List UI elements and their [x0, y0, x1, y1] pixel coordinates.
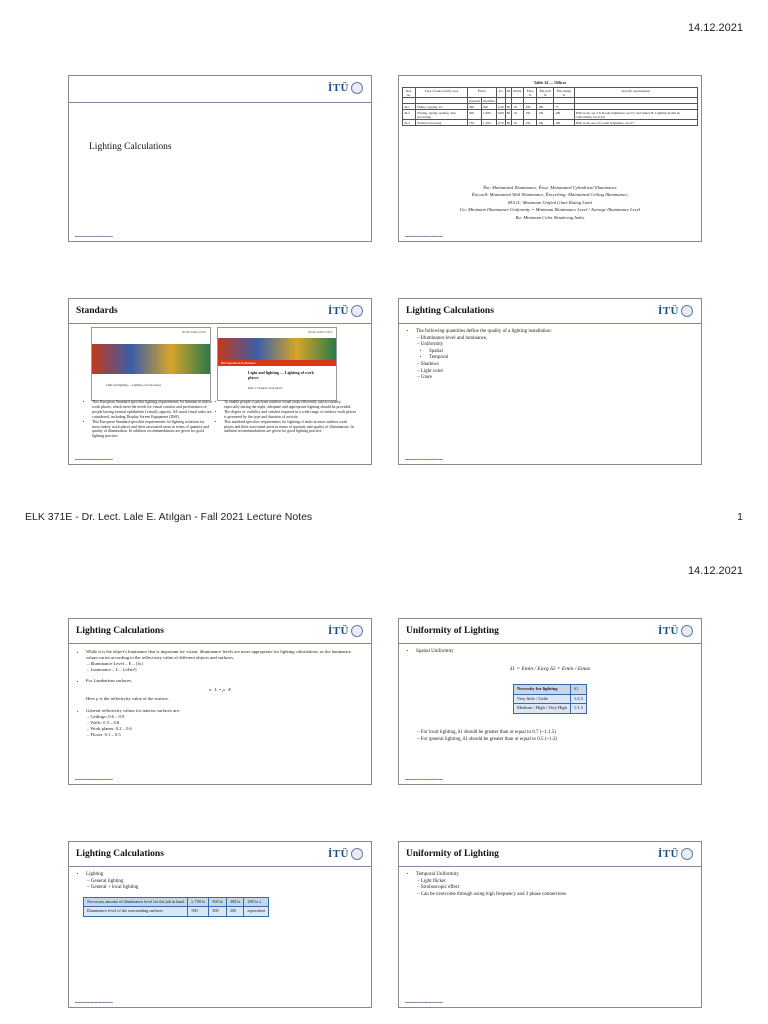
table-row: 34.2 Writing, typing, reading, data processing 500 1 000 0,60 80 19 150 150 100 DSE-work, see 5.9. Room brightness, see 6.7 and Annex B. Lighting should be controllable, see 6.2.6. — [403, 110, 698, 120]
itu-logo: İTÜ — [328, 305, 363, 317]
th-specific: Specific requirements — [574, 88, 697, 98]
itu-logo: İTÜ — [658, 305, 693, 317]
seal-icon — [351, 848, 363, 860]
table-row: Illuminance level of the surrounding surfaces 500 300 200 equivalent — [84, 907, 269, 917]
slide-body: • Temporal Uniformity – Light flicker – Stroboscopic effect – Can be overcome through using high frequency and 3 phase connections — [407, 872, 693, 898]
table-title: Table 34 — Offices — [533, 80, 567, 85]
seal-icon — [351, 305, 363, 317]
slide-1 — [68, 75, 372, 242]
title-rule — [69, 323, 371, 324]
slide-6 — [398, 618, 702, 785]
itu-logo: İTÜ — [658, 625, 693, 637]
page-number: 1 — [737, 511, 743, 523]
slide-footer-mark: ▬▬▬▬▬▬▬▬▬▬ — [405, 457, 443, 461]
slide-body: • Spatial Uniformity δ1 = Emin / Eavg δ2 = Emin / Emax Necessity for lighting δ1 Very little / Little 1:2.5 Medium / High / Very High 1:1.5 – For local lighting, δ1 should be greater than or equal to 0.7 (~1:1.5) – For general lighting, δ1 should be greater than or equal to 0.5 (~1:2) — [407, 649, 693, 743]
slide-body: • While it is the object's luminance that is important for vision, illuminance levels are more appropriate for lighting calculations, as the luminance values varies according to the reflectivity value of different objects and surfaces. – Illuminance Level – E – [lx] – Luminance – L – [cd/m²] • For Lambertian surfaces, π · L = ρ · E Here ρ is the reflectivity value of the surface. • General reflectivity values for interior surfaces are: – Ceilings: 0.6 – 0.9 – Walls: 0.3 – 0.8 – Work planes: 0.2 – 0.6 – Floors: 0.1 – 0.5 — [77, 649, 363, 738]
itu-logo: İTÜ — [328, 848, 363, 860]
th-type: Type of task/activity area — [415, 88, 467, 98]
slide-body: • Lighting – General lighting – General + local lighting Necessary amount of illuminance level for the job in hand ≥ 750 lx 500 lx 300 lx 200 lx ≤ Illuminance level of the surrounding surfaces 500 300 200 equivalent — [77, 872, 363, 917]
slide-footer-mark: ▬▬▬▬▬▬▬▬▬▬ — [405, 777, 443, 781]
title-rule — [399, 323, 701, 324]
slide-title: Lighting Calculations — [89, 142, 172, 152]
table-row: Necessary amount of illuminance level for the job in hand ≥ 750 lx 500 lx 300 lx 200 lx ≤ — [84, 897, 269, 907]
uniformity-formula: δ1 = Emin / Eavg δ2 = Emin / Emax — [509, 665, 591, 672]
slide-title: Uniformity of Lighting — [406, 626, 499, 636]
lambertian-formula: π · L = ρ · E — [208, 687, 232, 692]
slide-footer-mark: ▬▬▬▬▬▬▬▬▬▬ — [75, 234, 113, 238]
standard-cover-1: BS EN 12464-1:2011 Light and lighting — Lighting of work places — [91, 327, 211, 401]
slide-footer-mark: ▬▬▬▬▬▬▬▬▬▬ — [75, 457, 113, 461]
office-table-wrap — [402, 87, 698, 126]
slide-title: Lighting Calculations — [76, 849, 164, 859]
table-row: 34.3 Technical drawing 750 1 500 0,70 80 16 150 150 100 DSE-work, see 5.9. room brightness, see 6.7 — [403, 120, 698, 126]
th-ra: Ra — [505, 88, 512, 98]
slide-footer-mark: ▬▬▬▬▬▬▬▬▬▬ — [405, 1000, 443, 1004]
title-rule — [69, 643, 371, 644]
slide-title: Lighting Calculations — [406, 306, 494, 316]
th-emceil: Ēm,ceiling lx — [554, 88, 574, 98]
slide-title: Uniformity of Lighting — [406, 849, 499, 859]
seal-icon — [681, 625, 693, 637]
th-em: Ēm lx — [468, 88, 497, 98]
itu-logo: İTÜ — [658, 848, 693, 860]
itu-logo: İTÜ — [328, 82, 363, 94]
th-modified: modified — [483, 98, 495, 103]
standard-cover-2: BS EN 12464-2:2014 BSI Standards Publication Light and lighting — Lighting of work places Part 2: Outdoor work places — [217, 327, 337, 401]
left-bullets: • This European Standard specifies lighting requirements for humans in indoor work places, which meet the needs for visual comfort and performance of people having normal ophthalmic (visual) capacity. All usual visual tasks are considered, including Display Screen Equipment (DSE). • This European Standard specifies requirements for lighting solutions for most indoor work places and their associated areas in terms of quantity and quality of illumination. In addition recommendations are given for good lighting practice. — [85, 400, 213, 439]
slide-title: Standards — [76, 306, 118, 316]
slide-7 — [68, 841, 372, 1008]
th-emwall: Ēm,wall lx — [537, 88, 554, 98]
th-rugl: RUGL — [512, 88, 524, 98]
slide-body: • The following quantities define the quality of a lighting installation: – Illuminance level and luminance, – Uniformity • Spatial • Temporal – Shadows – Light color – Glare — [407, 329, 693, 382]
uniformity-table: Necessity for lighting δ1 Very little / Little 1:2.5 Medium / High / Very High 1:1.5 — [513, 684, 587, 714]
title-rule — [399, 643, 701, 644]
illuminance-table — [83, 897, 269, 917]
itu-logo: İTÜ — [328, 625, 363, 637]
page-date-bottom: 14.12.2021 — [687, 565, 743, 577]
slide-title: Lighting Calculations — [76, 626, 164, 636]
page-footer — [25, 511, 743, 523]
title-rule — [399, 866, 701, 867]
seal-icon — [351, 625, 363, 637]
page-date-top: 14.12.2021 — [687, 22, 743, 34]
office-table — [402, 87, 698, 126]
slide-footer-mark: ▬▬▬▬▬▬▬▬▬▬ — [405, 234, 443, 238]
slide-footer-mark: ▬▬▬▬▬▬▬▬▬▬ — [75, 1000, 113, 1004]
slide-8 — [398, 841, 702, 1008]
table-row: 34.1 Filing, copying, etc. 300 500 0,40 80 19 100 100 75 — [403, 104, 698, 110]
table-row: Very little / Little 1:2.5 — [514, 694, 587, 704]
slide-4 — [398, 298, 702, 465]
title-rule — [69, 102, 371, 103]
title-rule — [69, 866, 371, 867]
seal-icon — [351, 82, 363, 94]
th-emz: Ēm,z lx — [524, 88, 537, 98]
th-required: required — [469, 98, 481, 103]
course-info: ELK 371E - Dr. Lect. Lale E. Atılgan - Fall 2021 Lecture Notes — [25, 511, 313, 523]
legend: Ēm: Maintained Illuminance, Ēm,z: Maintained Cylindrical Illuminance Ēm,wall: Maintained Wall Illuminance, Ēm,ceiling: Maintained Ceiling Illuminance, RUGL: Maximum Unified Glare Rating Limit Uo: Minimum Illuminance Uniformity = Minimum Illuminance Level / Average Illuminance Level Ra: Minimum Color Rendering Index — [459, 185, 641, 220]
right-bullets: • To enable people to perform outdoor visual tasks efficiently and accurately, especially during the night, adequate and appropriate lighting should be provided. • The degree of visibility and comfort required in a wide range of outdoor work places is governed by the type and duration of activity. • This standard specifies requirements for lighting of tasks in most outdoor work places and their associated areas in terms of quantity and quality of illumination. In addition recommendations are given for good lighting practice. — [217, 400, 357, 434]
slide-3 — [68, 298, 372, 465]
slide-5 — [68, 618, 372, 785]
seal-icon — [681, 305, 693, 317]
seal-icon — [681, 848, 693, 860]
slide-2 — [398, 75, 702, 242]
th-ref: Ref. no. — [403, 88, 416, 98]
slide-footer-mark: ▬▬▬▬▬▬▬▬▬▬ — [75, 777, 113, 781]
table-row: Medium / High / Very High 1:1.5 — [514, 704, 587, 714]
th-uo: Uo — [496, 88, 505, 98]
